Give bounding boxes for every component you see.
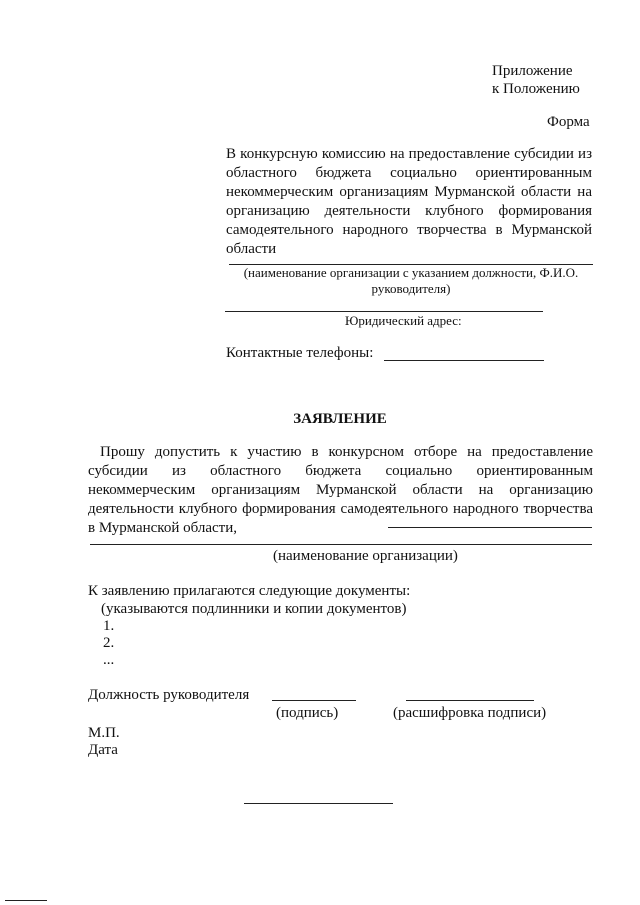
phones-line xyxy=(384,360,544,361)
signature-decode-caption: (расшифровка подписи) xyxy=(393,705,547,721)
stamp-label: М.П. xyxy=(88,725,120,741)
corner-line xyxy=(5,900,47,901)
position-label: Должность руководителя xyxy=(88,687,250,703)
signature-line xyxy=(272,700,356,701)
signature-decode-line xyxy=(406,700,534,701)
phones-label: Контактные телефоны: xyxy=(226,345,374,361)
signature-caption: (подпись) xyxy=(276,705,339,721)
statement-org-line-1 xyxy=(388,527,592,528)
documents-item-2: 2. xyxy=(103,635,115,651)
documents-intro: К заявлению прилагаются следующие документы: xyxy=(88,583,411,599)
appendix-line2: к Положению xyxy=(492,81,580,97)
form-label: Форма xyxy=(547,114,590,130)
documents-item-1: 1. xyxy=(103,618,115,634)
appendix-line1: Приложение xyxy=(492,63,573,79)
footer-line xyxy=(244,803,393,804)
legal-address-caption: Юридический адрес: xyxy=(345,313,462,328)
statement-org-line-2 xyxy=(90,544,592,545)
statement-body: Прошу допустить к участию в конкурсном отборе на предоставление субсидии из областного бюджета социально ориентированным некоммерческим организациям Мурманской области на организацию деятельности клубного формирования самодеятельного народного творчества в Мурманской области, xyxy=(88,444,593,536)
date-label: Дата xyxy=(88,742,118,758)
statement-org-caption: (наименование организации) xyxy=(273,548,458,564)
documents-note: (указываются подлинники и копии документов) xyxy=(101,601,407,617)
org-name-caption: (наименование организации с указанием должности, Ф.И.О. руководителя) xyxy=(243,265,579,296)
addressee-text: В конкурсную комиссию на предоставление субсидии из областного бюджета социально ориентированным некоммерческим организациям Мурманской области на организацию деятельности клубного формирования самодеятельного народного творчества в Мурманской области xyxy=(226,146,592,257)
legal-address-line xyxy=(225,311,543,312)
documents-item-3: ... xyxy=(103,652,115,668)
statement-title: ЗАЯВЛЕНИЕ xyxy=(293,411,387,427)
